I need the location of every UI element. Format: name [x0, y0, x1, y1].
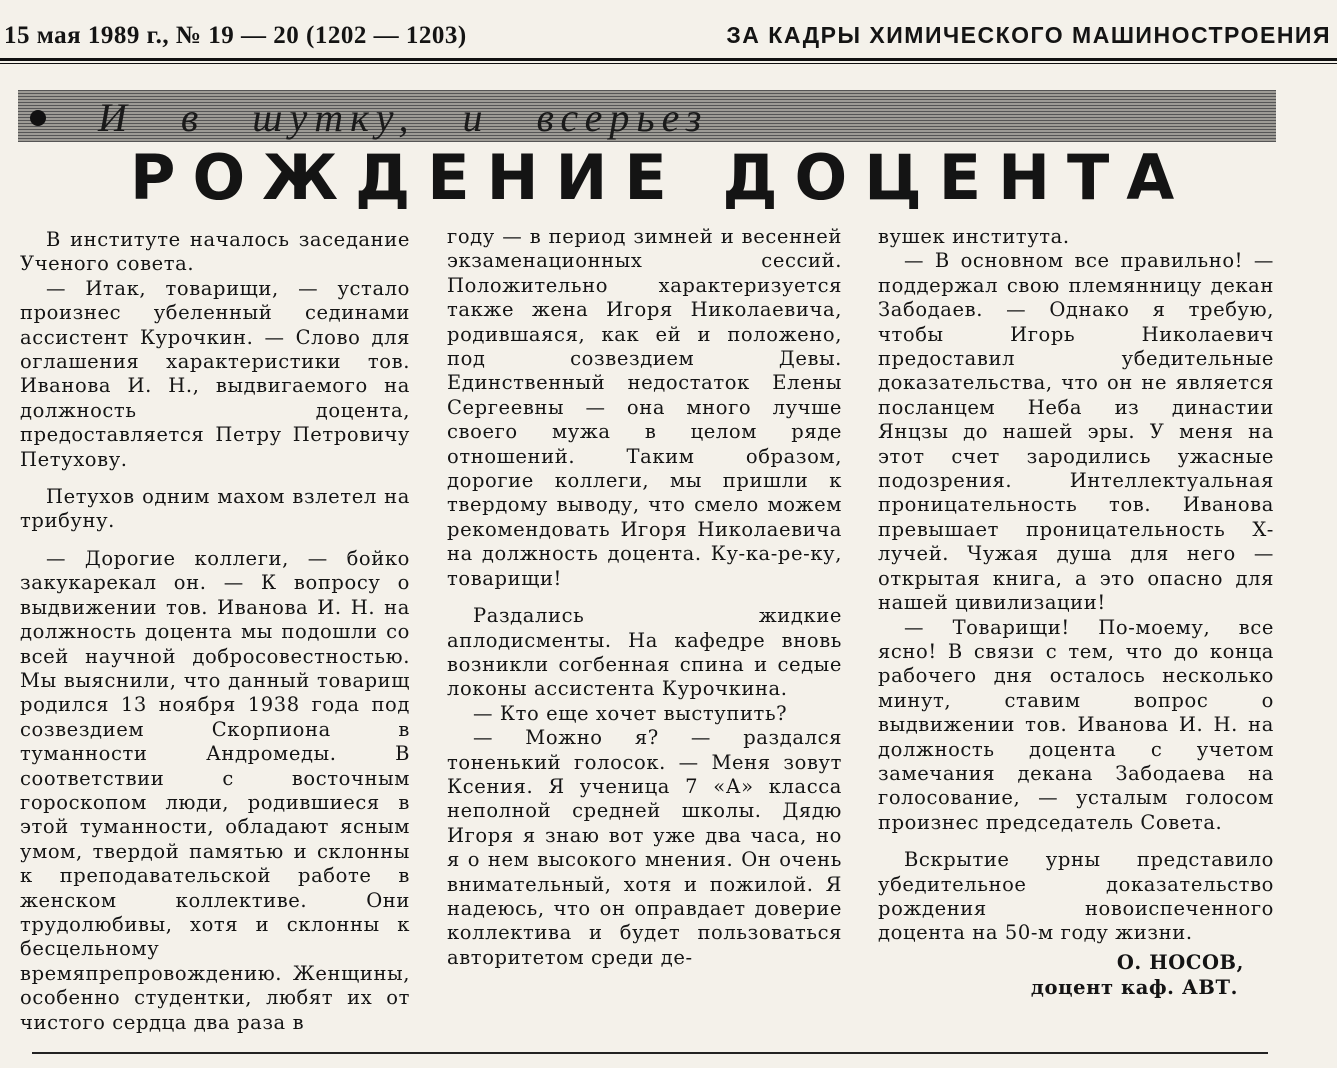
rubric-banner: [18, 90, 1276, 142]
article-paragraph: — Итак, товарищи, — устало произнес убеленный сединами ассистент Курочкин. — Слово для оглашения характеристики тов. Иванова И. Н., выдвигаемого на должность доцента, предоставляется Петру Петровичу Петухову.: [20, 276, 410, 471]
article-paragraph: Петухов одним махом взлетел на трибуну.: [20, 485, 410, 533]
bottom-rule: [32, 1052, 1268, 1054]
article-column-3: [878, 225, 1274, 1000]
author-position: доцент каф. АВТ.: [1030, 975, 1238, 999]
article-paragraph: — Кто еще хочет выступить?: [473, 701, 788, 725]
signature: [878, 950, 1274, 1000]
article-paragraph: году — в период зимней и весенней экзаменационных сессий. Положительно характеризуется также жена Игоря Николаевича, родившаяся, как ей и положено, под созвездием Девы. Единственный недостаток Елены Сергеевны — она много лучше своего мужа в целом ряде отношений. Таким образом, дорогие коллеги, мы пришли к твердому выводу, что смело можем рекомендовать Игоря Николаевича на должность доцента. Ку-ка-ре-ку, товарищи!: [447, 225, 842, 590]
article-paragraph: В институте началось заседание Ученого совета.: [20, 228, 410, 276]
header-rule-thin: [0, 63, 1337, 64]
issue-date: 15 мая 1989 г., № 19 — 20 (1202 — 1203): [4, 22, 467, 49]
article-paragraph: — Дорогие коллеги, — бойко закукарекал он. — К вопросу о выдвижении тов. Иванова И. Н. на должность доцента мы подошли со всей научной добросовестностью. Мы выяснили, что данный товарищ родился 13 ноября 1938 года под созвездием Скорпиона в туманности Андромеды. В соответствии с восточным гороскопом люди, родившиеся в этой туманности, обладают ясным умом, твердой памятью и склонны к преподавательской работе в женском коллективе. Они трудолюбивы, хотя и склонны к бесцельному времяпрепровождению. Женщины, особенно студентки, любят их от чистого сердца два раза в: [20, 546, 410, 1034]
rubric-title: И в шутку, и всерьез: [98, 95, 709, 140]
newspaper-header: [0, 18, 1337, 58]
article-paragraph: Раздались жидкие аплодисменты. На кафедре вновь возникли согбенная спина и седые локоны ассистента Курочкина.: [447, 604, 842, 701]
header-rule: [0, 58, 1337, 61]
article-paragraph: — В основном все правильно! — поддержал свою племянницу декан Забодаев. — Однако я требую, чтобы Игорь Николаевич предоставил убедительные доказательства, что он не является посланцем Неба из династии Янцзы до нашей эры. У меня на этот счет зародились ужасные подозрения. Интеллектуальная проницательность тов. Иванова превышает проницательность Х-лучей. Чужая душа для него — открытая книга, а это опасно для нашей цивилизации!: [878, 249, 1274, 615]
author-name: О. НОСОВ,: [1116, 950, 1244, 974]
article-column-1: [20, 228, 410, 1035]
article-paragraph: — Можно я? — раздался тоненький голосок. — Меня зовут Ксения. Я ученица 7 «А» класса неполной средней школы. Дядю Игоря я знаю вот уже два часа, но я о нем высокого мнения. Он очень внимательный, хотя и пожилой. Я надеюсь, что он оправдает доверие коллектива и будет пользоваться авторитетом среди де-: [447, 726, 842, 969]
article-column-2: [447, 225, 842, 970]
bullet-icon: [30, 110, 46, 126]
article-paragraph: вушек института.: [878, 225, 1070, 248]
article-paragraph: — Товарищи! По-моему, все ясно! В связи с тем, что до конца рабочего дня осталось несколько минут, ставим вопрос о выдвижении тов. Иванова И. Н. на должность доцента с учетом замечания декана Забодаева на голосование, — усталым голосом произнес председатель Совета.: [878, 615, 1274, 834]
newspaper-title: ЗА КАДРЫ ХИМИЧЕСКОГО МАШИНОСТРОЕНИЯ: [726, 22, 1331, 48]
article-paragraph: Вскрытие урны представило убедительное доказательство рождения новоиспеченного доцента на 50-м году жизни.: [878, 848, 1274, 945]
article-headline: РОЖДЕНИЕ ДОЦЕНТА: [130, 141, 1192, 214]
